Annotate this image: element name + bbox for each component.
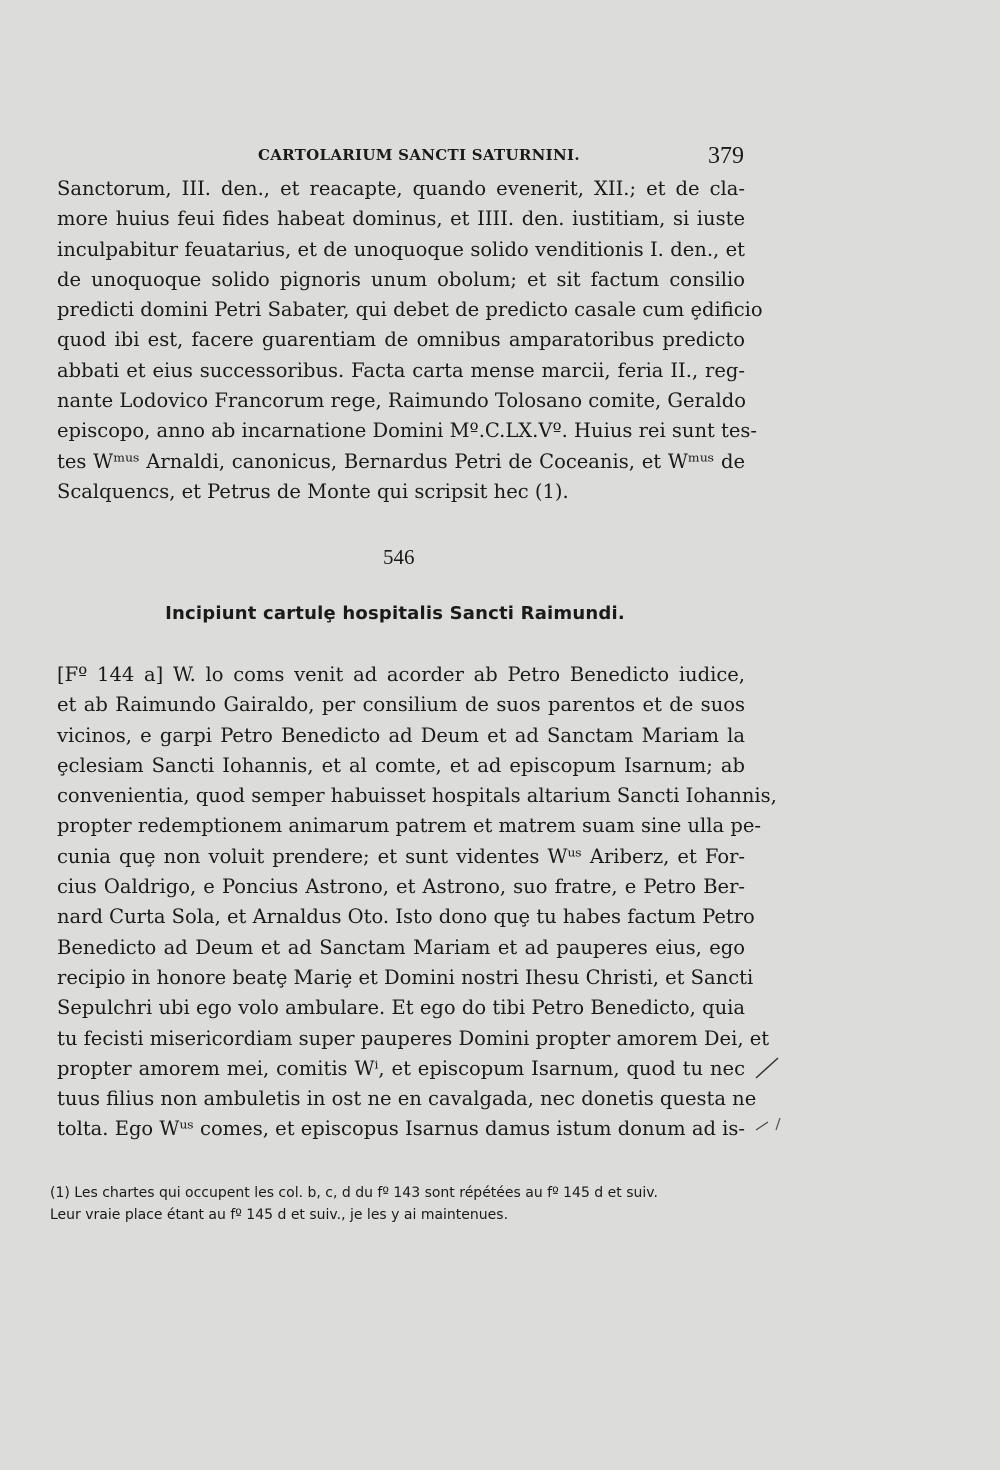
text-line: propter amorem mei, comitis Wⁱ, et episcopum Isarnum, quod tu nec: [57, 1056, 745, 1080]
text-line: [Fº 144 a] W. lo coms venit ad acorder ab Petro Benedicto iudice,: [57, 663, 745, 686]
footnote-line: (1) Les chartes qui occupent les col. b, c, d du fº 143 sont répétées au fº 145 d et suiv.: [50, 1185, 658, 1201]
text-line: Scalquencs, et Petrus de Monte qui scripsit hec (1).: [57, 479, 569, 503]
footnotes: [50, 1182, 750, 1226]
pencil-stroke: [756, 1122, 768, 1130]
text-line: Sepulchri ubi ego volo ambulare. Et ego do tibi Petro Benedicto, quia: [57, 996, 745, 1020]
text-line: tu fecisti misericordiam super pauperes Domini propter amorem Dei, et: [57, 1026, 770, 1050]
text-line: tuus filius non ambuletis in ost ne en cavalgada, nec donetis questa ne: [57, 1087, 757, 1111]
text-line: predicti domini Petri Sabater, qui debet de predicto casale cum ȩdificio: [57, 298, 763, 322]
page-number: 379: [708, 143, 744, 169]
text-line: Benedicto ad Deum et ad Sanctam Mariam et ad pauperes eius, ego: [57, 935, 745, 959]
text-line: cius Oaldrigo, e Poncius Astrono, et Astrono, suo fratre, e Petro Ber-: [57, 875, 745, 899]
text-line: nante Lodovico Francorum rege, Raimundo Tolosano comite, Geraldo: [57, 389, 746, 413]
text-line: recipio in honore beatȩ Mariȩ et Domini nostri Ihesu Christi, et Sancti: [57, 965, 754, 989]
text-line: quod ibi est, facere guarentiam de omnibus amparatoribus predicto: [57, 328, 745, 352]
text-line: cunia quȩ non voluit prendere; et sunt videntes Wᵘˢ Ariberz, et For-: [57, 844, 745, 868]
charter-heading: Incipiunt cartulȩ hospitalis Sancti Raimundi.: [165, 603, 625, 624]
charter-number: 546: [383, 545, 415, 569]
text-line: Sanctorum, III. den., et reacapte, quando evenerit, XII.; et de cla-: [57, 177, 745, 200]
text-line: propter redemptionem animarum patrem et matrem suam sine ulla pe-: [57, 814, 761, 838]
text-line: tolta. Ego Wᵘˢ comes, et episcopus Isarnus damus istum donum ad is-: [57, 1117, 745, 1141]
text-line: vicinos, e garpi Petro Benedicto ad Deum et ad Sanctam Mariam la: [57, 723, 745, 747]
charter-text: [57, 660, 777, 1145]
pencil-stroke: [756, 1058, 778, 1078]
text-line: convenientia, quod semper habuisset hospitals altarium Sancti Iohannis,: [57, 784, 777, 808]
footnote-line: Leur vraie place étant au fº 145 d et suiv., je les y ai maintenues.: [50, 1207, 509, 1223]
running-title: CARTOLARIUM SANCTI SATURNINI.: [258, 146, 580, 164]
text-line: more huius feui fides habeat dominus, et IIII. den. iustitiam, si iuste: [57, 207, 745, 231]
text-line: et ab Raimundo Gairaldo, per consilium de suos parentos et de suos: [57, 693, 745, 717]
text-line: nard Curta Sola, et Arnaldus Oto. Isto dono quȩ tu habes factum Petro: [57, 905, 755, 929]
text-line: inculpabitur feuatarius, et de unoquoque solido venditionis I. den., et: [57, 237, 745, 261]
text-line: tes Wᵐᵘˢ Arnaldi, canonicus, Bernardus Petri de Coceanis, et Wᵐᵘˢ de: [57, 449, 745, 473]
paragraph-continuation: [57, 174, 763, 507]
pencil-margin-mark: [748, 1050, 788, 1140]
text-line: ȩclesiam Sancti Iohannis, et al comte, et ad episcopum Isarnum; ab: [57, 753, 745, 777]
text-line: abbati et eius successoribus. Facta carta mense marcii, feria II., reg-: [57, 358, 745, 382]
text-line: de unoquoque solido pignoris unum obolum; et sit factum consilio: [57, 267, 745, 291]
text-line: episcopo, anno ab incarnatione Domini Mº.C.LX.Vº. Huius rei sunt tes-: [57, 419, 758, 443]
pencil-stroke: [776, 1118, 780, 1130]
